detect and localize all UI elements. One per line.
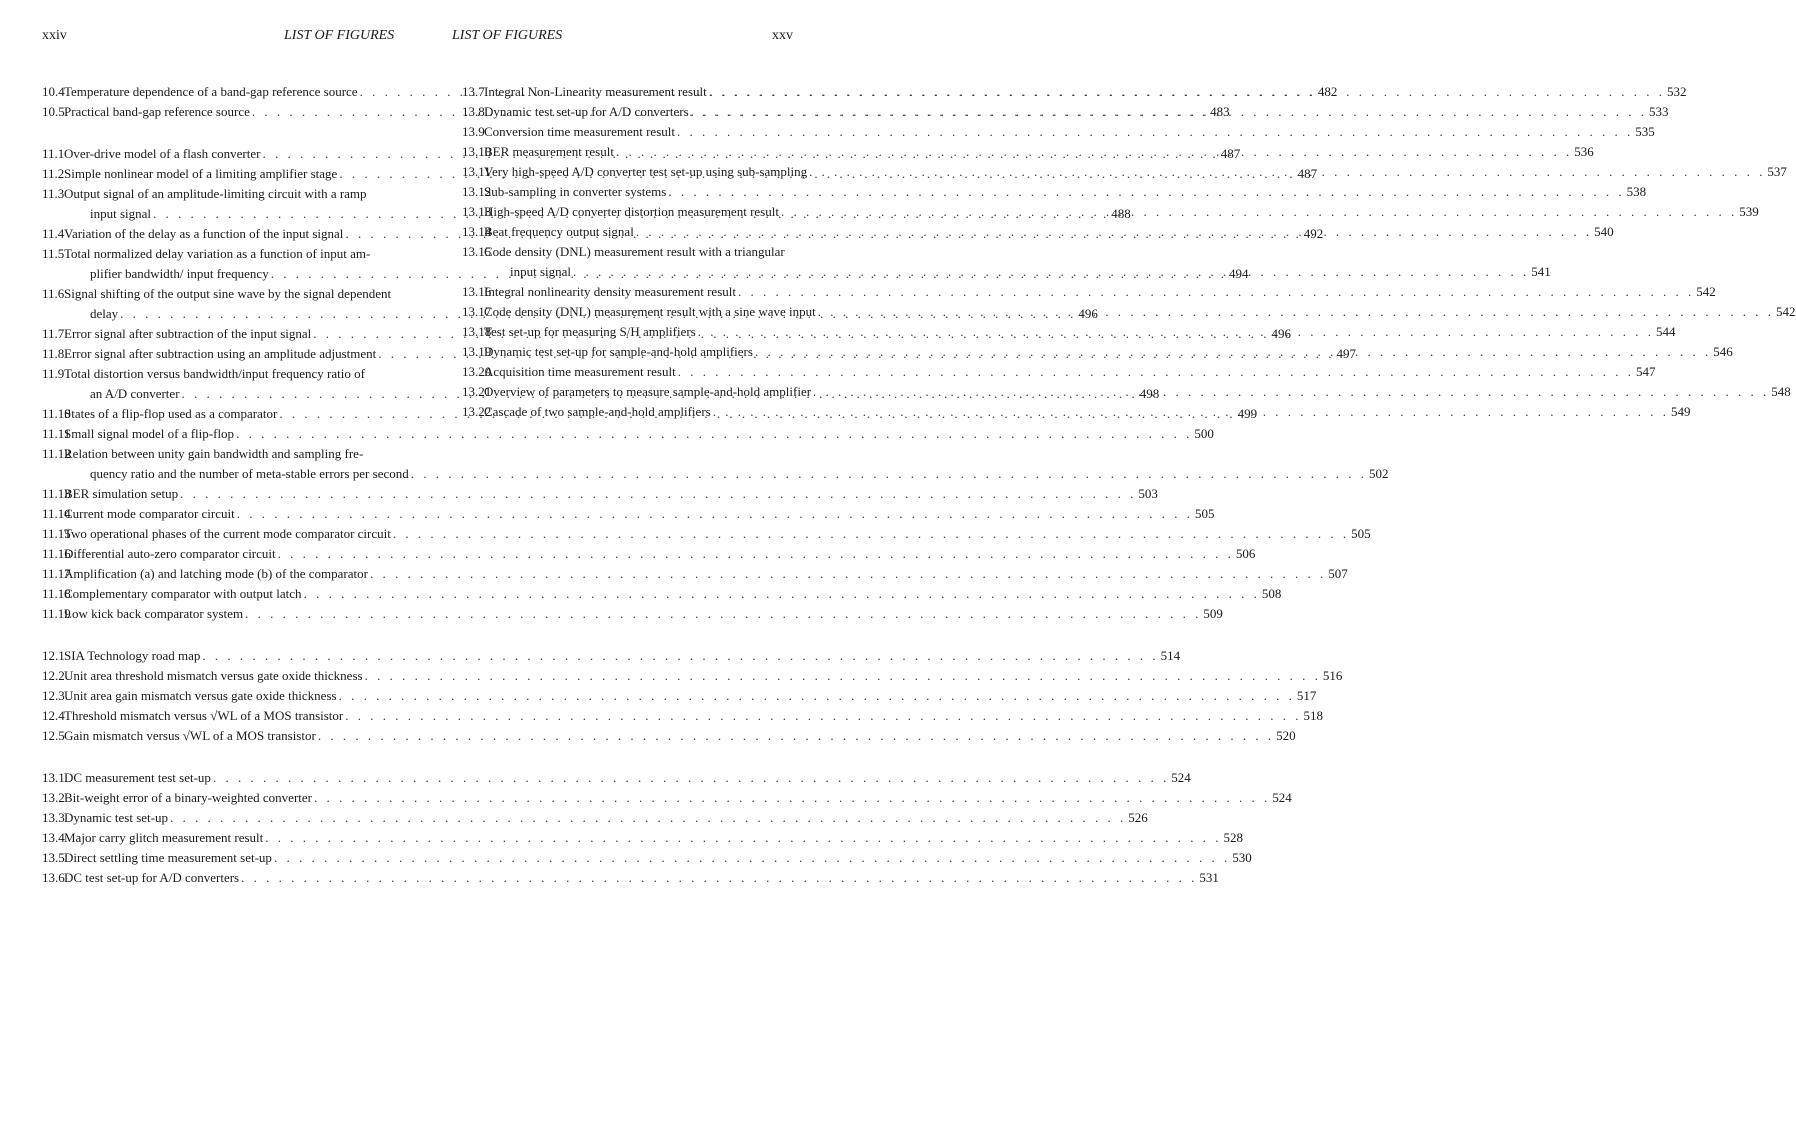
figure-entry [42,544,1256,564]
figure-number: 13.5 [42,850,65,865]
figure-number: 13.22 [462,404,492,419]
page-ref: 492 [1303,226,1324,241]
caption-text: Dynamic test set-up for A/D converters [484,104,689,119]
figure-number: 11.19 [42,606,71,621]
figure-entry [42,424,1214,444]
figure-number: 13.4 [42,830,65,845]
figure-caption [484,242,1551,282]
figure-number: 13.14 [462,224,492,239]
page-ref: 502 [1369,466,1389,481]
figure-number: 11.11 [42,426,71,441]
caption-text: DC test set-up for A/D converters [64,870,240,885]
caption-text: Variation of the delay as a function of the input signal [64,226,344,241]
figure-caption [484,162,1787,182]
figure-caption [484,82,1686,102]
figure-number: 11.2 [42,166,65,181]
caption-text: quency ratio and the number of meta-stable errors per second [90,466,409,481]
page-ref: 524 [1272,790,1292,805]
page-ref: 487 [1297,166,1318,181]
figure-entry [42,828,1244,848]
figure-caption [484,182,1646,202]
figure-entry [462,362,1656,382]
caption-text: Differential auto-zero comparator circuit [64,546,276,561]
caption-text: Overview of parameters to measure sample-and-hold amplifier [484,384,812,399]
caption-text: Very high-speed A/D converter test set-up using sub-sampling [484,164,808,179]
caption-line [484,362,1655,382]
page-ref: 517 [1296,688,1317,703]
figure-entry [42,564,1348,584]
page-ref: 508 [1261,586,1282,601]
figure-number: 11.4 [42,226,65,241]
dot-leader [816,302,1776,322]
caption-text: Gain mismatch versus √WL of a MOS transistor [64,728,316,743]
figure-number: 11.13 [42,486,71,501]
figure-entry [462,182,1647,202]
figure-caption [484,402,1690,422]
page-ref: 507 [1328,566,1348,581]
caption-text: Error signal after subtraction of the input signal [64,326,312,341]
figure-number: 11.16 [42,546,71,561]
figure-number: 13.17 [462,304,492,319]
page-ref: 482 [1317,84,1338,99]
figure-number: 13.13 [462,204,492,219]
page-ref: 542 [1696,284,1716,299]
figure-number: 13.1 [42,770,65,785]
figure-number: 13.12 [462,184,492,199]
figure-number: 13.19 [462,344,492,359]
dot-leader [753,342,1713,362]
figure-number: 11.17 [42,566,71,581]
caption-text: Error signal after subtraction using an amplitude adjustment [64,346,377,361]
caption-line [484,142,1594,162]
figure-entry [42,646,1181,666]
page-ref: 516 [1322,668,1343,683]
figure-entry [42,768,1191,788]
page-ref: 541 [1531,264,1551,279]
figure-number: 13.3 [42,810,65,825]
caption-line [484,282,1716,302]
caption-text: BER measurement result [484,144,614,159]
caption-line [484,242,1551,262]
figure-number: 12.3 [42,688,65,703]
figure-entry [42,444,1389,484]
caption-line [484,202,1759,222]
figure-caption [484,142,1594,162]
caption-text: Integral Non-Linearity measurement result [484,84,707,99]
figure-caption [484,202,1759,222]
page-ref: 499 [1237,406,1258,421]
caption-text: Unit area threshold mismatch versus gate oxide thickness [64,668,363,683]
dot-leader [614,142,1574,162]
figure-number: 13.6 [42,870,65,885]
caption-text: Direct settling time measurement set-up [64,850,272,865]
caption-text: Relation between unity gain bandwidth and sampling fre- [64,446,364,461]
figure-caption [484,222,1614,242]
figure-entry [42,524,1371,544]
caption-text: Temperature dependence of a band-gap reference source [64,84,358,99]
figure-entry [42,666,1343,686]
figure-number: 11.5 [42,246,65,261]
figure-number: 13.20 [462,364,492,379]
figure-entry [42,808,1148,828]
page-ref: 535 [1635,124,1655,139]
figure-entry [42,504,1215,524]
page-ref: 524 [1171,770,1191,785]
figure-number: 13.7 [462,84,485,99]
caption-text: Cascade of two sample-and-hold amplifiers [484,404,711,419]
figure-number: 13.18 [462,324,492,339]
figure-entry [42,686,1317,706]
dot-leader [666,182,1626,202]
caption-text: delay [90,306,119,321]
left-running-head: LIST OF FIGURES [284,28,395,43]
caption-text: SIA Technology road map [64,648,201,663]
figure-number: 11.9 [42,366,65,381]
figure-entry [42,848,1252,868]
figure-entry [42,706,1323,726]
caption-text: input signal [90,206,152,221]
caption-line [484,102,1668,122]
figure-number: 10.4 [42,84,65,99]
figure-number: 10.5 [42,104,65,119]
caption-text: Major carry glitch measurement result [64,830,264,845]
caption-text: Total distortion versus bandwidth/input frequency ratio of [64,366,365,381]
figure-number: 12.1 [42,648,65,663]
page-ref: 532 [1666,84,1687,99]
dot-leader [675,122,1635,142]
caption-text: DC measurement test set-up [64,770,211,785]
caption-line [484,322,1676,342]
caption-text: BER simulation setup [64,486,179,501]
dot-leader [711,402,1671,422]
caption-line [484,402,1690,422]
caption-text: Code density (DNL) measurement result with a sine wave input [484,304,816,319]
page-ref: 537 [1767,164,1787,179]
page-ref: 520 [1276,728,1296,743]
page-ref: 506 [1235,546,1256,561]
left-page-number: xxiv [42,28,67,43]
caption-text: Simple nonlinear model of a limiting amplifier stage [64,166,338,181]
right-page-number: xxv [772,28,793,43]
caption-text: Acquisition time measurement result [484,364,676,379]
dot-leader [736,282,1696,302]
dot-leader [571,262,1531,282]
caption-text: Beat frequency output signal [484,224,634,239]
caption-text: Current mode comparator circuit [64,506,235,521]
page-ref: 526 [1128,810,1148,825]
figure-number: 13.10 [462,144,492,159]
page-ref: 509 [1203,606,1223,621]
page-ref: 531 [1199,870,1219,885]
figure-number: 13.15 [462,244,492,259]
caption-line [484,262,1551,282]
page-ref: 498 [1139,386,1160,401]
dot-leader [707,82,1667,102]
page-ref: 538 [1626,184,1647,199]
caption-text: Complementary comparator with output latch [64,586,302,601]
caption-text: Bit-weight error of a binary-weighted converter [64,790,312,805]
caption-text: Total normalized delay variation as a function of input am- [64,246,371,261]
caption-text: plifier bandwidth/ input frequency [90,266,269,281]
figure-number: 11.14 [42,506,71,521]
caption-text: Code density (DNL) measurement result with a triangular [484,244,785,259]
figure-group [42,646,1343,746]
figure-number: 11.18 [42,586,71,601]
page-ref: 547 [1635,364,1656,379]
figure-number: 12.2 [42,668,65,683]
caption-text: Test set-up for measuring S/H amplifiers [484,324,696,339]
page-ref: 496 [1271,326,1292,341]
page-ref: 546 [1713,344,1733,359]
figure-number: 13.11 [462,164,491,179]
caption-line [484,162,1787,182]
figure-number: 11.12 [42,446,71,461]
caption-text: input signal [510,264,572,279]
figure-entry [42,726,1296,746]
figure-entry [42,584,1282,604]
page-ref: 483 [1210,104,1230,119]
figure-caption [484,342,1733,362]
page-ref: 514 [1160,648,1181,663]
figure-number: 13.8 [462,104,485,119]
page-ref: 503 [1138,486,1158,501]
figure-caption [484,302,1796,322]
page-ref: 544 [1656,324,1676,339]
figure-group [42,768,1292,888]
caption-text: Low kick back comparator system [64,606,244,621]
caption-line [484,382,1791,402]
page-ref: 533 [1648,104,1669,119]
figure-caption [484,362,1655,382]
figure-number: 11.15 [42,526,71,541]
page-ref: 487 [1220,146,1241,161]
figure-entry [42,788,1292,808]
page-ref: 542 [1776,304,1796,319]
caption-text: Small signal model of a flip-flop [64,426,235,441]
dot-leader [807,162,1767,182]
caption-text: an A/D converter [90,386,180,401]
page-ref: 497 [1336,346,1357,361]
page-ref: 549 [1670,404,1691,419]
caption-text: Dynamic test set-up [64,810,168,825]
figure-number: 13.2 [42,790,65,805]
dot-leader [676,362,1636,382]
figure-number: 13.16 [462,284,492,299]
page-ref: 494 [1228,266,1249,281]
caption-text: Sub-sampling in converter systems [484,184,667,199]
page-ref: 528 [1223,830,1244,845]
page-ref: 500 [1194,426,1214,441]
caption-text: High-speed A/D converter distortion measurement result [484,204,779,219]
figure-number: 11.10 [42,406,71,421]
figure-number: 13.9 [462,124,485,139]
dot-leader [689,102,1649,122]
caption-text: Amplification (a) and latching mode (b) of the comparator [64,566,368,581]
caption-line [484,222,1614,242]
caption-text: Integral nonlinearity density measurement result [484,284,736,299]
figure-caption [484,322,1676,342]
page-ref: 540 [1594,224,1614,239]
figure-number: 11.3 [42,186,65,201]
page-ref: 530 [1232,850,1252,865]
figure-number: 11.7 [42,326,65,341]
figure-number: 12.4 [42,708,65,723]
page-ref: 505 [1195,506,1215,521]
page-ref: 539 [1739,204,1759,219]
caption-text: Practical band-gap reference source [64,104,250,119]
dot-leader [696,322,1656,342]
figure-entry [462,282,1716,302]
page-ref: 496 [1078,306,1098,321]
figure-caption [484,282,1716,302]
caption-text: Unit area gain mismatch versus gate oxide thickness [64,688,337,703]
caption-text: Over-drive model of a flash converter [64,146,261,161]
caption-text: Signal shifting of the output sine wave by the signal dependent [64,286,392,301]
figure-number: 11.1 [42,146,65,161]
caption-line [484,122,1655,142]
caption-text: Dynamic test set-up for sample-and-hold amplifiers [484,344,753,359]
dot-leader [811,382,1771,402]
figure-caption [484,382,1791,402]
caption-text: Conversion time measurement result [484,124,675,139]
dot-leader [634,222,1594,242]
page-ref: 488 [1111,206,1131,221]
figure-entry [42,484,1158,504]
dot-leader [779,202,1739,222]
right-running-head: LIST OF FIGURES [452,28,563,43]
figure-entry [42,604,1223,624]
figure-number: 13.21 [462,384,492,399]
page-ref: 548 [1771,384,1791,399]
figure-number: 11.8 [42,346,65,361]
caption-text: Two operational phases of the current mode comparator circuit [64,526,391,541]
caption-text: States of a flip-flop used as a comparator [64,406,278,421]
caption-text: Output signal of an amplitude-limiting circuit with a ramp [64,186,367,201]
figure-caption [484,122,1655,142]
page-ref: 536 [1574,144,1594,159]
figure-entry [42,868,1219,888]
caption-line [484,342,1733,362]
caption-line [484,182,1646,202]
page-ref: 505 [1351,526,1371,541]
caption-text: Threshold mismatch versus √WL of a MOS transistor [64,708,344,723]
page-ref: 518 [1303,708,1323,723]
figure-number: 11.6 [42,286,65,301]
caption-line [484,302,1796,322]
caption-line [484,82,1686,102]
figure-entry [462,122,1655,142]
figure-caption [484,102,1668,122]
figure-number: 12.5 [42,728,65,743]
